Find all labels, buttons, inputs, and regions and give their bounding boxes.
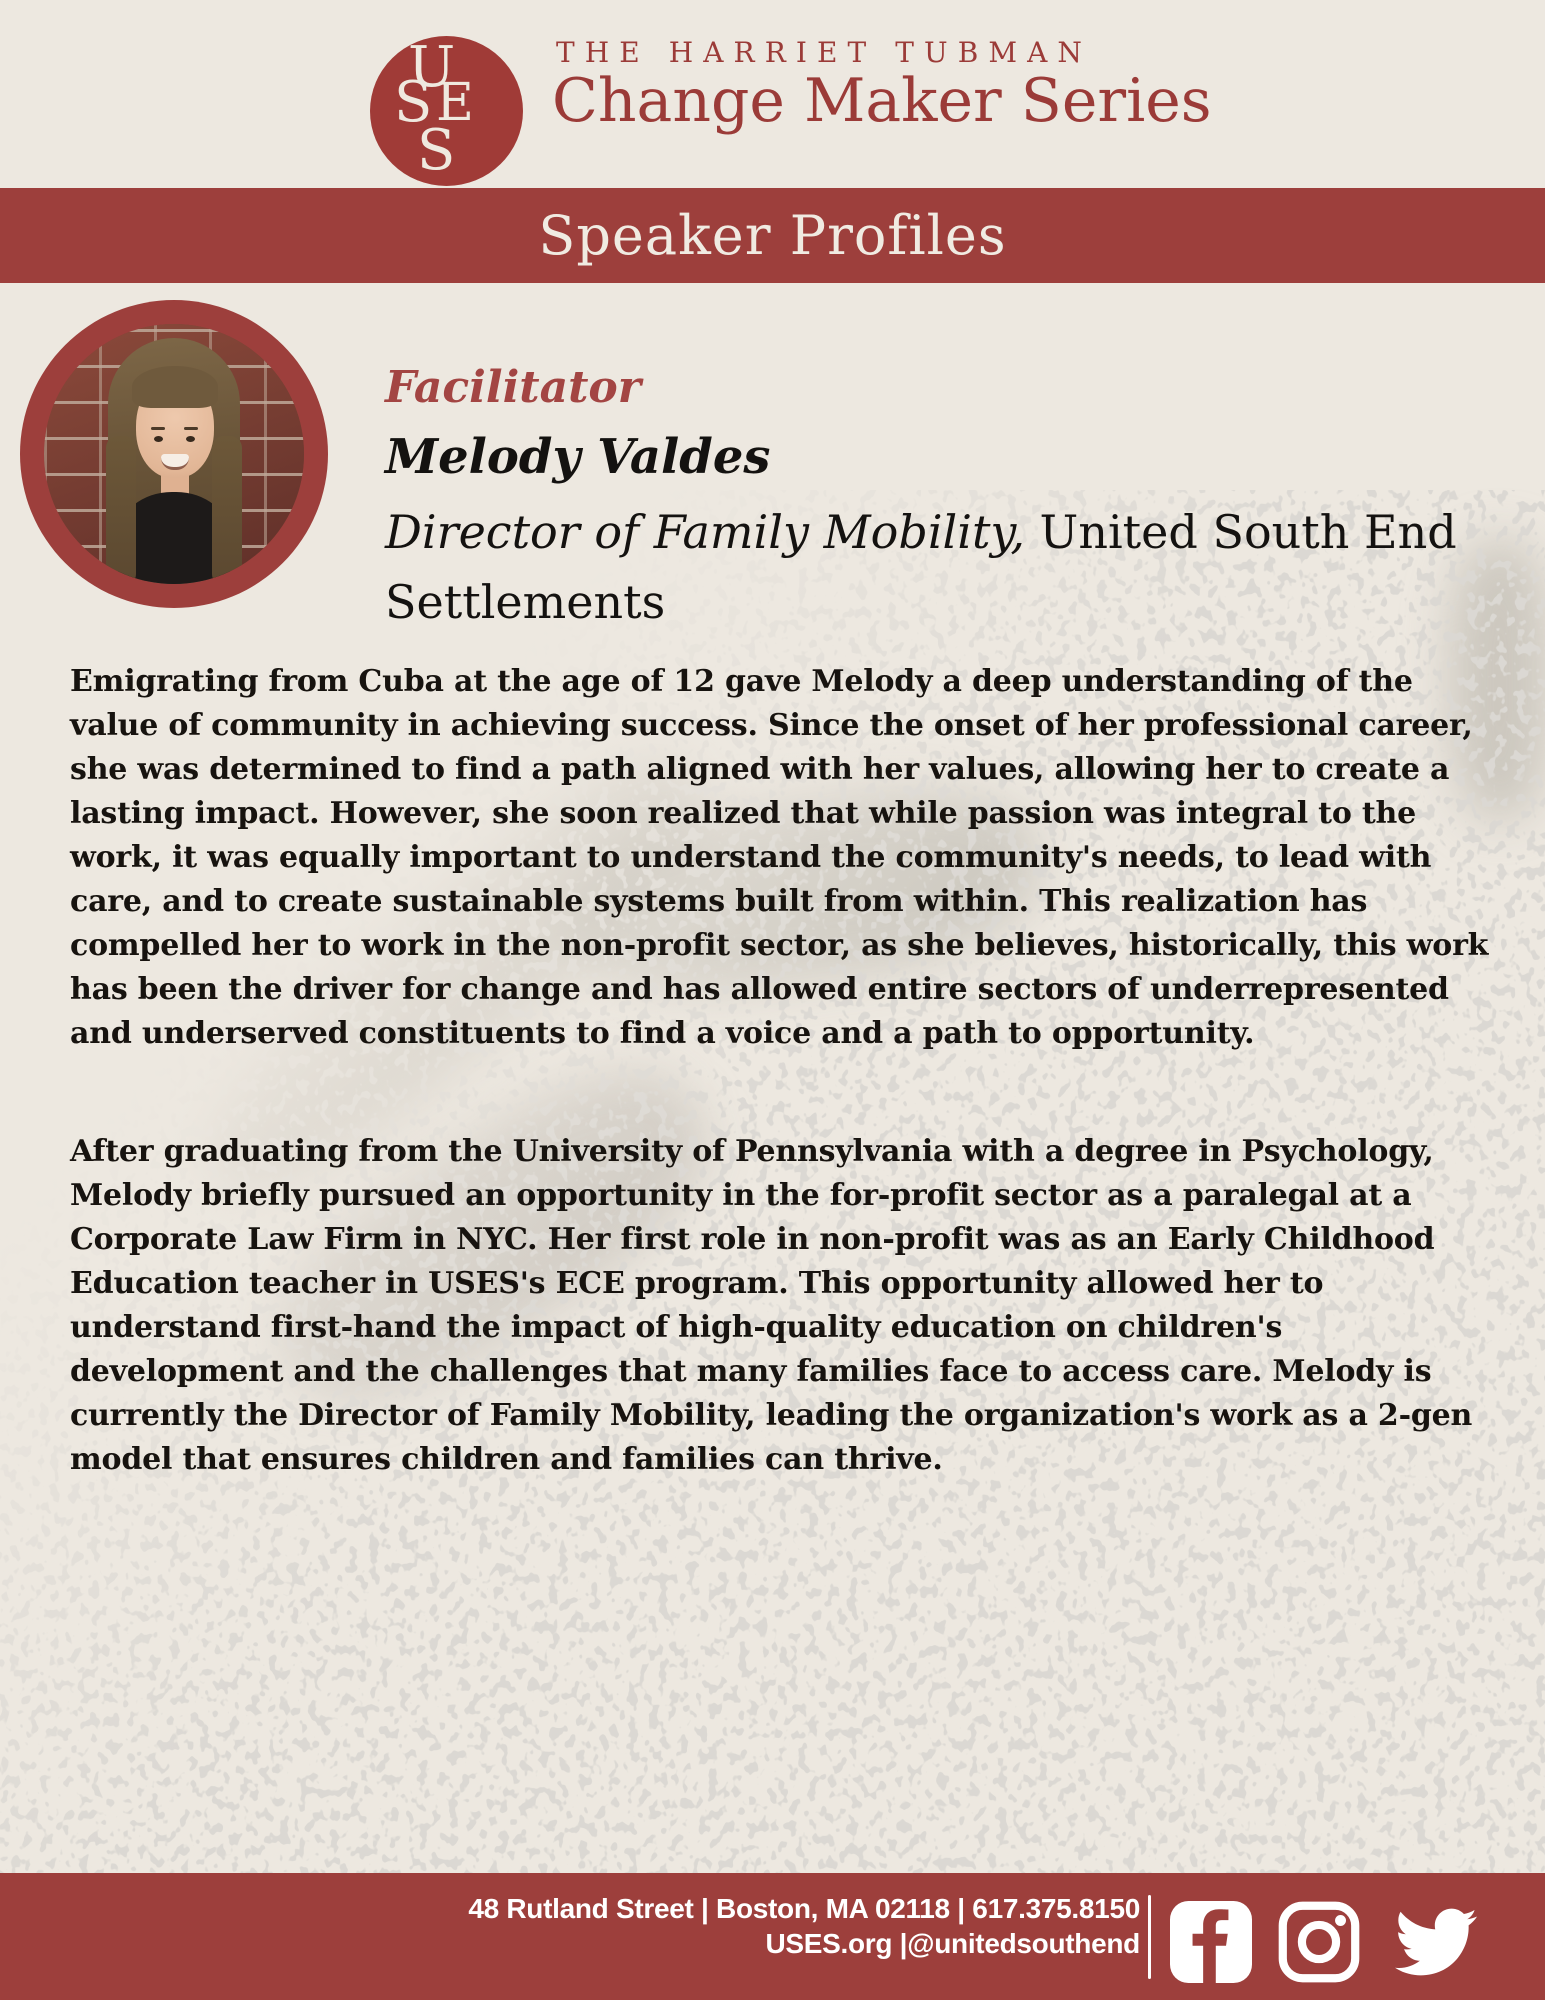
portrait-hair-strand bbox=[212, 436, 242, 584]
speaker-title-role: Director of Family Mobility, bbox=[385, 505, 1025, 559]
instagram-icon[interactable] bbox=[1278, 1901, 1360, 1983]
speaker-title bbox=[385, 497, 1500, 637]
speaker-photo-image bbox=[44, 324, 304, 584]
role-label: Facilitator bbox=[385, 362, 641, 413]
footer-address-line: 48 Rutland Street | Boston, MA 02118 | 617.375.8150 bbox=[468, 1893, 1140, 1924]
bio-paragraph: After graduating from the University of Pennsylvania with a degree in Psychology, Melody briefly pursued an opportunity in the for-profit sector as a paralegal at a Corporate Law Firm in NYC. Her first role in non-profit was as an Early Childhood Education teacher in USES's ECE program. This opportunity allowed her to understand first-hand the impact of high-quality education on children's development and the challenges that many families face to access care. Melody is currently the Director of Family Mobility, leading the organization's work as a 2-gen model that ensures children and families can thrive. bbox=[70, 1134, 1473, 1477]
logo-letter: S bbox=[417, 118, 456, 183]
twitter-icon[interactable] bbox=[1386, 1901, 1486, 1983]
portrait-brow bbox=[151, 427, 165, 430]
portrait-hair-strand bbox=[106, 436, 136, 584]
portrait-eye bbox=[154, 436, 163, 442]
portrait-bangs bbox=[132, 366, 218, 408]
speaker-profile bbox=[385, 362, 1500, 637]
masthead bbox=[0, 0, 1545, 188]
speaker-photo bbox=[20, 300, 328, 608]
logo-letter: S bbox=[394, 70, 433, 135]
footer-contact bbox=[468, 1891, 1140, 1961]
portrait-brow bbox=[184, 427, 198, 430]
footer bbox=[0, 1873, 1545, 2000]
footer-web-line: USES.org |@unitedsouthend bbox=[765, 1928, 1140, 1959]
social-links bbox=[1170, 1901, 1486, 1983]
uses-logo bbox=[370, 36, 523, 186]
series-kicker: THE HARRIET TUBMAN bbox=[556, 36, 1092, 69]
speaker-name: Melody Valdes bbox=[385, 429, 771, 485]
page-banner bbox=[0, 188, 1545, 283]
footer-divider bbox=[1148, 1895, 1151, 1979]
speaker-bio bbox=[70, 660, 1498, 1482]
portrait-eye bbox=[186, 436, 195, 442]
facebook-icon[interactable] bbox=[1170, 1901, 1252, 1983]
series-title: Change Maker Series bbox=[552, 66, 1212, 136]
logo-letter: E bbox=[436, 73, 474, 133]
logo-letter: U bbox=[408, 35, 456, 100]
bio-paragraph: Emigrating from Cuba at the age of 12 gave Melody a deep understanding of the value of community in achieving success. Since the onset of her professional career, she was determined to find a path aligned with her values, allowing her to create a lasting impact. However, she soon realized that while passion was integral to the work, it was equally important to understand the community's needs, to lead with care, and to create sustainable systems built from within. This realization has compelled her to work in the non-profit sector, as she believes, historically, this work has been the driver for change and has allowed entire sectors of underrepresented and underserved constituents to find a voice and a path to opportunity. bbox=[70, 664, 1489, 1051]
speaker-title-org: United South End Settlements bbox=[385, 505, 1457, 629]
banner-title: Speaker Profiles bbox=[538, 204, 1007, 267]
